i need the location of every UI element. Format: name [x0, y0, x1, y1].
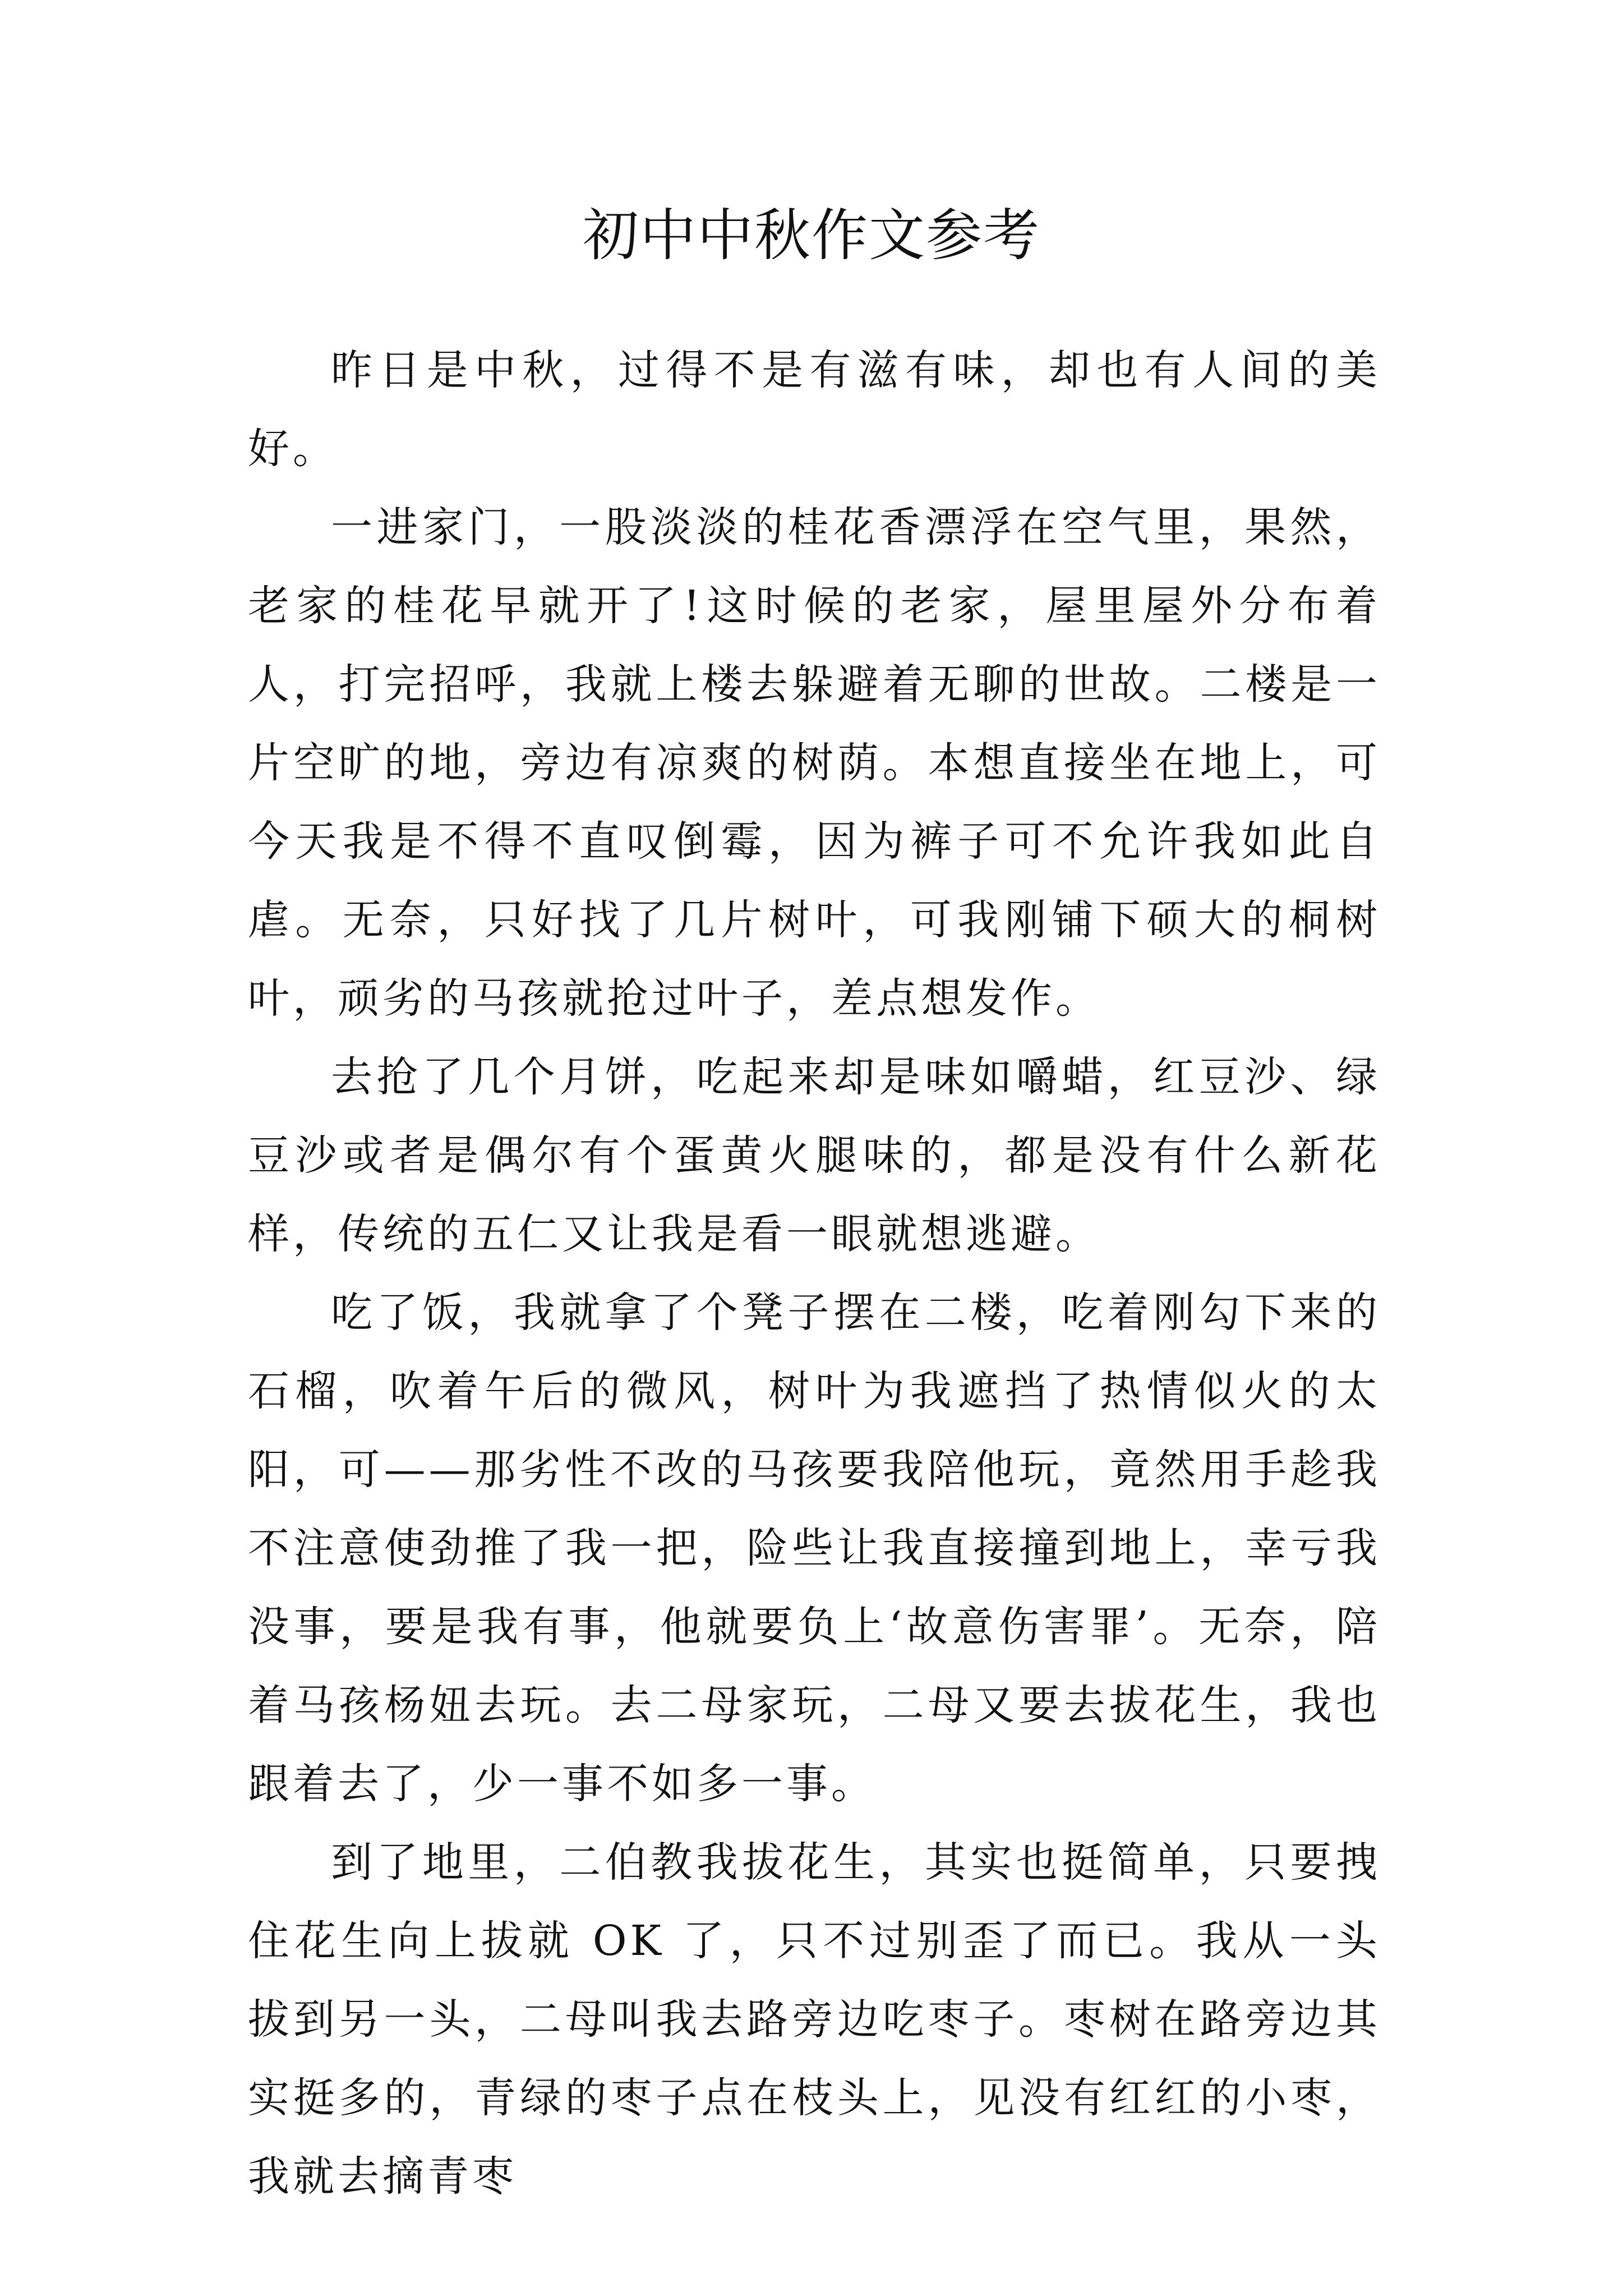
paragraph-2: 一进家门，一股淡淡的桂花香漂浮在空气里，果然，老家的桂花早就开了!这时候的老家，屋里屋外分布着人，打完招呼，我就上楼去躲避着无聊的世故。二楼是一片空旷的地，旁边有凉爽的树荫。本想直接坐在地上，可今天我是不得不直叹倒霉，因为裤子可不允许我如此自虐。无奈，只好找了几片树叶，可我刚铺下硕大的桐树叶，顽劣的马孩就抢过叶子，差点想发作。 [248, 503, 1381, 1023]
document-body [248, 331, 1381, 2216]
document-title: 初中中秋作文参考 [583, 203, 1040, 268]
paragraph-3: 去抢了几个月饼，吃起来却是味如嚼蜡，红豆沙、绿豆沙或者是偶尔有个蛋黄火腿味的，都是没有什么新花样，传统的五仁又让我是看一眼就想逃避。 [248, 1053, 1381, 1258]
paragraph-4: 吃了饭，我就拿了个凳子摆在二楼，吃着刚勾下来的石榴，吹着午后的微风，树叶为我遮挡了热情似火的太阳，可——那劣性不改的马孩要我陪他玩，竟然用手趁我不注意使劲推了我一把，险些让我直接撞到地上，幸亏我没事，要是我有事，他就要负上‘故意伤害罪’。无奈，陪着马孩杨妞去玩。去二母家玩，二母又要去拔花生，我也跟着去了，少一事不如多一事。 [248, 1289, 1381, 1808]
paragraph-1: 昨日是中秋，过得不是有滋有味，却也有人间的美好。 [248, 346, 1381, 473]
paragraph-5: 到了地里，二伯教我拔花生，其实也挺简单，只要拽住花生向上拔就 OK 了，只不过别歪了而已。我从一头拔到另一头，二母叫我去路旁边吃枣子。枣树在路旁边其实挺多的，青绿的枣子点在枝头上，见没有红红的小枣，我就去摘青枣 [248, 1838, 1381, 2201]
